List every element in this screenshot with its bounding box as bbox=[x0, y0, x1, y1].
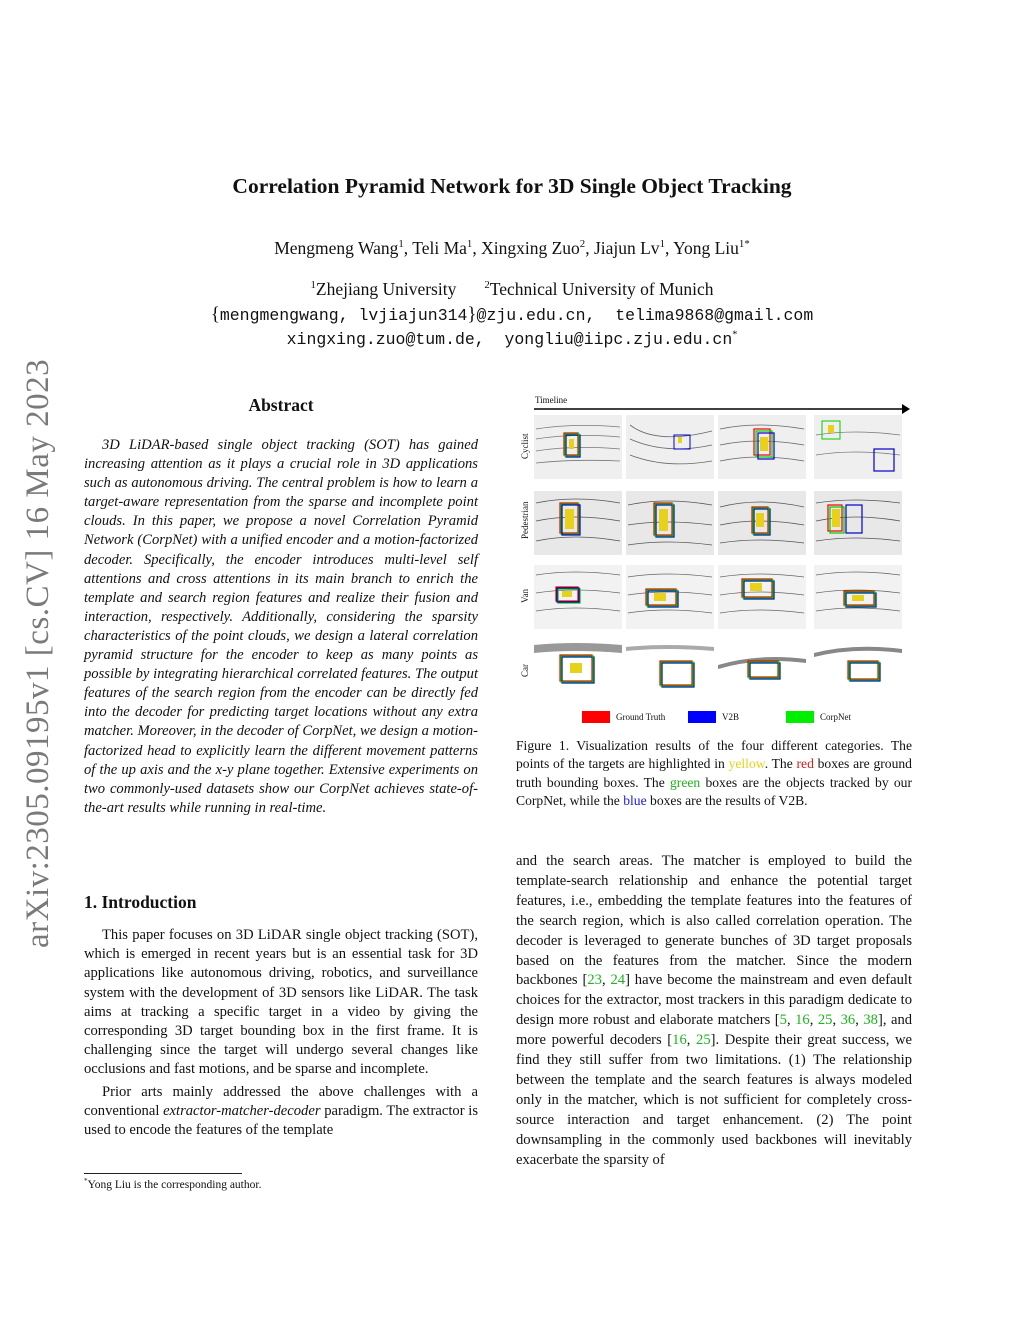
figure-1 bbox=[514, 393, 912, 731]
abstract-heading: Abstract bbox=[248, 395, 314, 415]
author-name: Jiajun Lv bbox=[593, 238, 660, 258]
affil-mark: 1 bbox=[310, 279, 316, 292]
point-cloud-panel bbox=[718, 639, 806, 703]
author-emails bbox=[0, 303, 1024, 352]
author-affil-mark: 1* bbox=[738, 238, 750, 251]
body-text: ] have become the mainstream and even default choices for the extractor, most trackers in this paradigm dedicate to design more robust and elaborate matchers [ bbox=[516, 972, 913, 1029]
introduction-heading: 1. Introduction bbox=[84, 892, 197, 912]
caption-segment: . The bbox=[764, 756, 797, 772]
caption-blue-word: blue bbox=[623, 793, 647, 809]
citation-link[interactable]: 38 bbox=[863, 1012, 878, 1029]
email-line-2 bbox=[0, 328, 1024, 352]
row-label-cyclist: Cyclist bbox=[520, 433, 530, 459]
corresponding-mark: * bbox=[732, 329, 738, 341]
point-cloud-panel bbox=[814, 565, 902, 629]
author-list: Mengmeng Wang$^1$, Teli Ma$^1$, Xingxing Zuo$^2$, Jiajun Lv$^1$, Yong Liu$^{1*}$ bbox=[274, 238, 750, 258]
footnote-text: Yong Liu is the corresponding author. bbox=[87, 1179, 262, 1191]
legend-item-v2b bbox=[688, 711, 739, 723]
author-affil-mark: 1 bbox=[466, 238, 473, 251]
email-address[interactable]: yongliu@iipc.zju.edu.cn bbox=[504, 330, 733, 349]
author-name: Mengmeng Wang bbox=[274, 238, 399, 258]
email-address[interactable]: xingxing.zuo@tum.de, bbox=[286, 330, 485, 349]
point-cloud-panel bbox=[534, 565, 622, 629]
legend-label: Ground Truth bbox=[616, 712, 666, 722]
abstract-body bbox=[84, 436, 478, 818]
citation-link[interactable]: 36 bbox=[840, 1012, 856, 1029]
caption-green-word: green bbox=[670, 774, 701, 790]
intro-emphasis: extractor-matcher-decoder bbox=[163, 1102, 321, 1119]
citation-link[interactable]: 25 bbox=[817, 1012, 833, 1029]
right-column-paragraph: and the search areas. The matcher is employed to build the template-search relationship and enhance the potential target features, i.e., embedding the template features into the features of the search region, which is also called correlation operation. The decoder is leveraged to generate bunches of 3D target proposals based on the features from the matcher. Since the modern backbones [23, 24] have become the mainstream and even default choices for the extractor, most trackers in this paradigm dedicate to design more robust and elaborate matchers [5, 16, 25, 36, 38], and more powerful decoders [16, 25]. Despite their great success, we find they still suffer from two limitations. (1) The relationship between the template and the search features is always modeled only in the matcher, which is not sufficient for completely cross-source interaction and target enhancement. (2) The point downsampling in the commonly used backbones will inevitably exacerbate the sparsity of bbox=[516, 853, 913, 1168]
citation-link[interactable]: 24 bbox=[610, 972, 626, 989]
legend-item-ground-truth bbox=[582, 711, 665, 723]
right-column-body bbox=[516, 852, 912, 1171]
point-cloud-panel bbox=[718, 491, 806, 555]
row-label-car: Car bbox=[520, 664, 530, 677]
body-text: and the search areas. The matcher is employed to build the template-search relationship and enhance the potential target features, i.e., embedding the template features into the features of the search region, which is also called correlation operation. The decoder is leveraged to generate bunches of 3D target proposals based on the features from the matcher. Since the modern backbones [ bbox=[516, 853, 912, 989]
footnote-mark: * bbox=[84, 1177, 88, 1186]
caption-yellow-word: yellow bbox=[728, 756, 765, 772]
body-text: ]. Despite their great success, we find they still suffer from two limitations. (1) The relationship between the template and the search features is always modeled only in the matcher, which is not sufficient for completely cross-source interaction and target enhancement. (2) The point downsampling in the commonly used backbones will inevitably exacerbate the sparsity of bbox=[516, 1032, 913, 1168]
legend-swatch-blue bbox=[688, 711, 716, 723]
author-affil-mark: 1 bbox=[398, 238, 404, 251]
author-name: Xingxing Zuo bbox=[481, 238, 580, 258]
citation-link[interactable]: 23 bbox=[587, 972, 602, 989]
legend-swatch-green bbox=[786, 711, 814, 723]
author-affil-mark: 2 bbox=[579, 238, 586, 251]
author-name: Yong Liu bbox=[673, 238, 739, 258]
point-cloud-panel bbox=[626, 415, 714, 479]
legend-label: V2B bbox=[722, 712, 740, 722]
author-name: Teli Ma bbox=[412, 238, 467, 258]
legend-item-corpnet bbox=[786, 711, 851, 723]
affiliations bbox=[0, 279, 1024, 300]
introduction-body bbox=[84, 926, 478, 1143]
email-line-1 bbox=[0, 303, 1024, 328]
point-cloud-panel bbox=[626, 491, 714, 555]
citation-link[interactable]: 16 bbox=[795, 1012, 810, 1029]
legend-swatch-red bbox=[582, 711, 610, 723]
legend-label: CorpNet bbox=[820, 712, 851, 722]
point-cloud-panel bbox=[534, 639, 622, 703]
intro-paragraph-2 bbox=[84, 1083, 478, 1141]
point-cloud-panel bbox=[534, 415, 622, 479]
email-usernames: mengmengwang, lvjiajun314 bbox=[219, 306, 468, 325]
citation-link[interactable]: 5 bbox=[779, 1012, 787, 1029]
point-cloud-panel bbox=[534, 491, 622, 555]
caption-segment: boxes are ground truth bounding boxes. The bbox=[516, 756, 912, 790]
row-label-van: Van bbox=[520, 589, 530, 603]
affil-mark: 2 bbox=[484, 279, 490, 292]
caption-segment: boxes are the objects tracked by our CorpNet, while the bbox=[516, 774, 913, 809]
paper-title: Correlation Pyramid Network for 3D Single Object Tracking bbox=[232, 174, 792, 198]
intro-text: Prior arts mainly addressed the above challenges with a conventional bbox=[84, 1083, 478, 1119]
email-brace-close: } bbox=[467, 304, 477, 325]
affiliation-name: Zhejiang University bbox=[315, 279, 457, 299]
caption-segment: boxes are the results of V2B. bbox=[646, 793, 808, 809]
point-cloud-panel bbox=[626, 565, 714, 629]
intro-paragraph-1: This paper focuses on 3D LiDAR single object tracking (SOT), which is emerged in recent years but is an essential task for 3D applications like autonomous driving, robotics, and surveillance system with the development of 3D sensors like LiDAR. The task aims at tracking a specific target in a video by giving the corresponding 3D target bounding box in the first frame. It is challenging since the target will undergo several changes like occlusions and fast motions, and be sparse and incomplete. bbox=[84, 927, 478, 1078]
email-domain: @zju.edu.cn, bbox=[476, 306, 596, 325]
point-cloud-panel bbox=[626, 639, 714, 703]
abstract-text: 3D LiDAR-based single object tracking (SOT) has gained increasing attention as it plays a crucial role in 3D applications such as autonomous driving. The central problem is how to learn a target-aware representation from the sparse and incomplete point clouds. In this paper, we propose a novel Correlation Pyramid Network (CorpNet) with a unified encoder and a motion-factorized decoder. Specifically, the encoder introduces multi-level self attentions and cross attentions in its main branch to enrich the template and search region features and realize their fusion and interaction, respectively. Additionally, considering the sparsity characteristics of the point clouds, we design a lateral correlation pyramid structure for the encoder to keep as many points as possible by integrating hierarchical correlated features. The output features of the search region from the encoder can be directly fed into the decoder for predicting target locations without any extra matcher. Moreover, in the decoder of CorpNet, we design a motion-factorized head to explicitly learn the different movement patterns of the up axis and the x-y plane together. Extensive experiments on two commonly-used datasets show our CorpNet achieves state-of-the-art results while running in real-time. bbox=[84, 437, 478, 816]
caption-text bbox=[516, 737, 912, 811]
caption-red-word: red bbox=[796, 756, 814, 772]
body-text: ], and more powerful decoders [ bbox=[516, 1012, 913, 1049]
affiliation-name: Technical University of Munich bbox=[489, 279, 714, 299]
caption-segment: Figure 1. Visualization results of the four different categories. The points of the targets are highlighted in bbox=[516, 738, 912, 772]
body-text: , bbox=[601, 972, 611, 989]
footnote bbox=[84, 1179, 261, 1191]
email-address[interactable]: telima9868@gmail.com bbox=[615, 306, 814, 325]
row-label-pedestrian: Pedestrian bbox=[520, 501, 530, 539]
author-affil-mark: 1 bbox=[659, 238, 665, 251]
intro-text: paradigm. The extractor is used to encode the features of the template bbox=[84, 1102, 478, 1139]
arxiv-identifier: arXiv:2305.09195v1 [cs.CV] 16 May 2023 bbox=[20, 358, 56, 948]
citation-link[interactable]: 25 bbox=[696, 1032, 711, 1049]
point-cloud-panel bbox=[718, 565, 806, 629]
point-cloud-panel bbox=[814, 639, 902, 703]
point-cloud-panel bbox=[814, 415, 902, 479]
timeline-label: Timeline bbox=[535, 395, 568, 405]
footnote-divider bbox=[84, 1173, 242, 1174]
point-cloud-panel bbox=[718, 415, 806, 479]
email-brace-open: { bbox=[210, 304, 220, 325]
figure-caption bbox=[516, 737, 912, 811]
citation-link[interactable]: 16 bbox=[672, 1032, 687, 1049]
point-cloud-panel bbox=[814, 491, 902, 555]
